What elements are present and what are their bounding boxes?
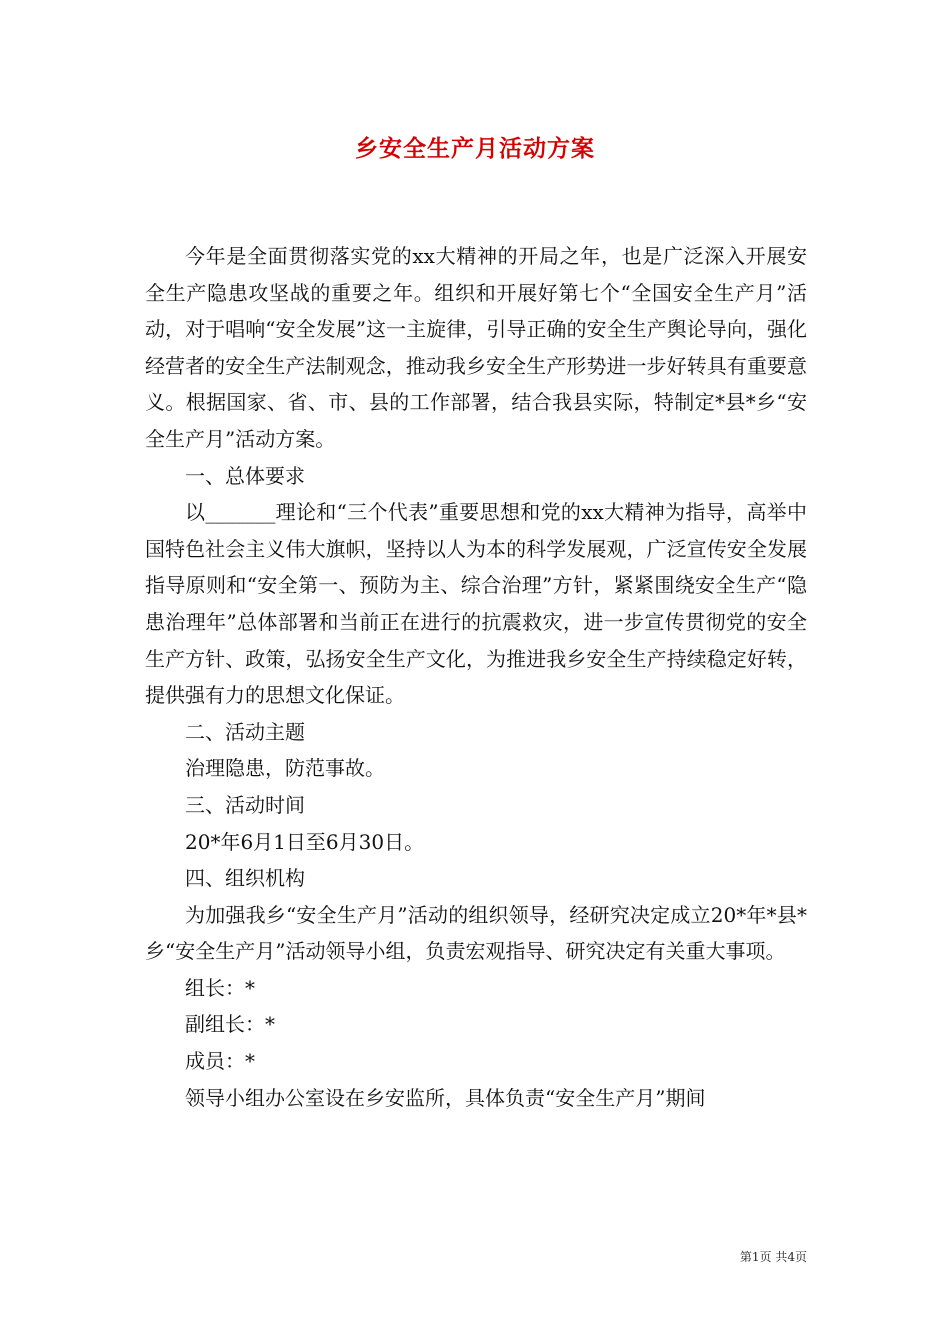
document-title: 乡安全生产月活动方案 — [355, 135, 595, 162]
section-heading-activity-time: 三、活动时间 — [185, 792, 305, 817]
paragraph-office: 领导小组办公室设在乡安监所，具体负责“安全生产月”期间 — [185, 1085, 706, 1110]
paragraph-group-leader: 组长：* — [185, 975, 255, 1000]
paragraph-activity-theme: 治理隐患，防范事故。 — [185, 756, 385, 781]
section-heading-activity-theme: 二、活动主题 — [185, 719, 305, 744]
paragraph-general-requirements: 以_______理论和“三个代表”重要思想和党的xx大精神为指导，高举中国特色社会主义伟大旗帜，坚持以人为本的科学发展观，广泛宣传安全发展指导原则和“安全第一、预防为主、综合治理”方针，紧紧围绕安全生产“隐患治理年”总体部署和当前正在进行的抗震救灾，进一步宣传贯彻党的安全生产方针、政策，弘扬安全生产文化，为推进我乡安全生产持续稳定好转，提供强有力的思想文化保证。 — [145, 500, 807, 708]
section-heading-organization: 四、组织机构 — [185, 866, 305, 891]
paragraph-members: 成员：* — [185, 1049, 255, 1074]
paragraph-activity-time: 20*年6月1日至6月30日。 — [185, 829, 425, 854]
document-body — [145, 238, 807, 1116]
paragraph-intro: 今年是全面贯彻落实党的xx大精神的开局之年，也是广泛深入开展安全生产隐患攻坚战的重要之年。组织和开展好第七个“全国安全生产月”活动，对于唱响“安全发展”这一主旋律，引导正确的安全生产舆论导向，强化经营者的安全生产法制观念，推动我乡安全生产形势进一步好转具有重要意义。根据国家、省、市、县的工作部署，结合我县实际，特制定*县*乡“安全生产月”活动方案。 — [145, 244, 807, 451]
page-number: 第1页 共4页 — [739, 1250, 807, 1264]
section-heading-general-requirements: 一、总体要求 — [185, 463, 305, 488]
paragraph-organization: 为加强我乡“安全生产月”活动的组织领导，经研究决定成立20*年*县*乡“安全生产月”活动领导小组，负责宏观指导、研究决定有关重大事项。 — [145, 902, 807, 964]
paragraph-deputy-leader: 副组长：* — [185, 1012, 275, 1037]
